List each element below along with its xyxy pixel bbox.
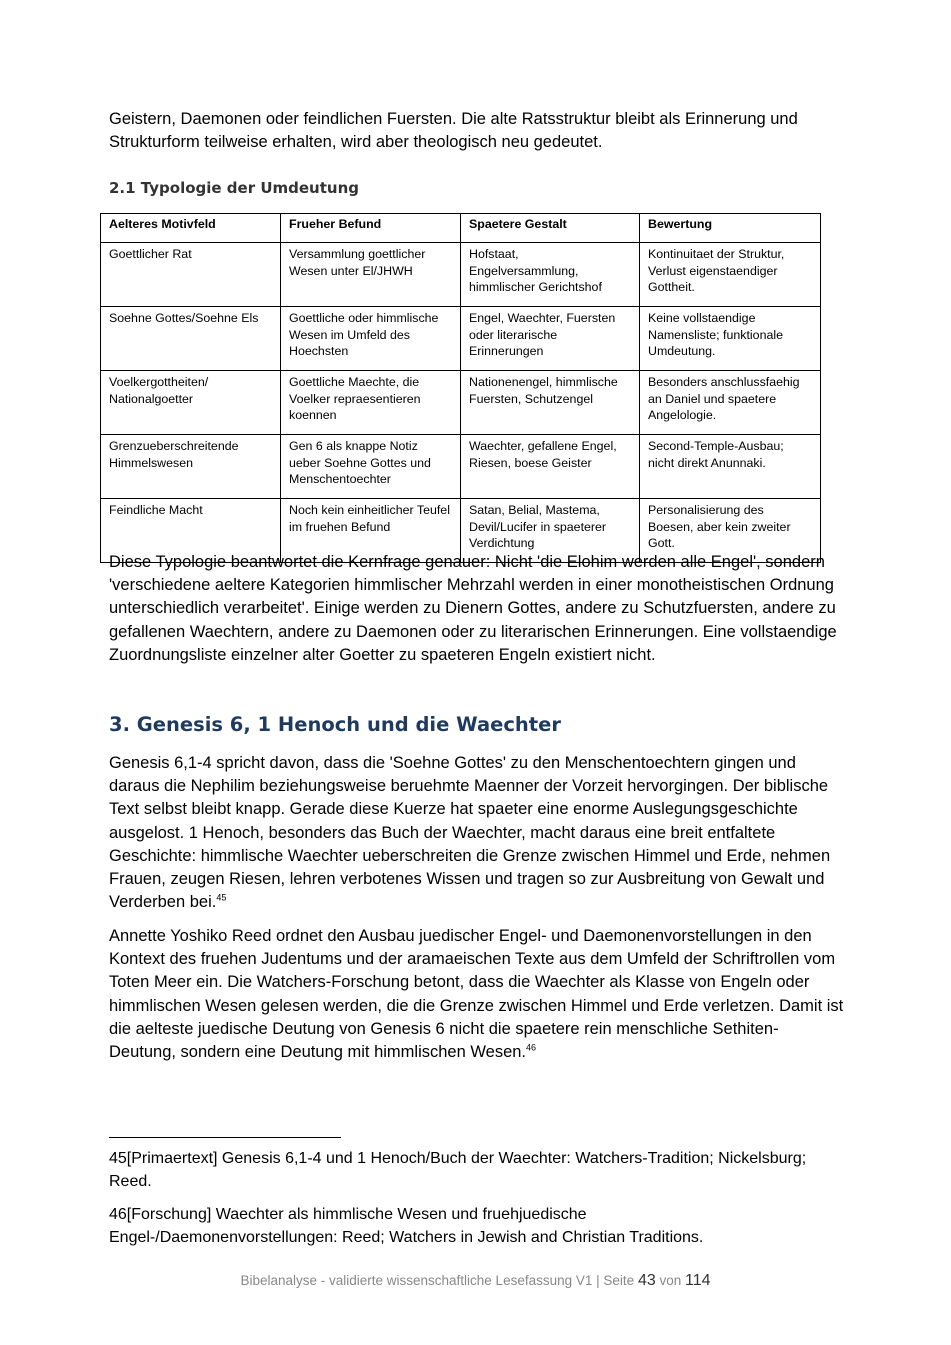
reed-paragraph [109, 925, 844, 1064]
table-cell: Noch kein einheitlicher Teufel im fruehen Befund [281, 499, 461, 563]
table-cell: Nationenengel, himmlische Fuersten, Schutzengel [461, 371, 640, 435]
page-footer [0, 1272, 951, 1290]
table-cell: Besonders anschlussfaehig an Daniel und spaetere Angelologie. [640, 371, 821, 435]
table-cell: Goettliche oder himmlische Wesen im Umfeld des Hoechsten [281, 307, 461, 371]
footnote-45: 45[Primaertext] Genesis 6,1-4 und 1 Henoch/Buch der Waechter: Watchers-Tradition; Nickelsburg; Reed. [109, 1150, 807, 1190]
footnote-marker[interactable]: 46 [526, 1042, 537, 1053]
table-row [101, 243, 821, 307]
paragraph-text: Annette Yoshiko Reed ordnet den Ausbau juedischer Engel- und Daemonenvorstellungen in den Kontext des fruehen Judentums und der aramaeischen Texte aus dem Umfeld der Schriftrollen vom Toten Meer ein. Die Watchers-Forschung betont, dass die Waechter als Klasse von Engeln oder himmlischen Wesen gelesen werden, die die Grenze zwischen Himmel und Erde verletzen. Damit ist die aelteste juedische Deutung von Genesis 6 nicht die spaetere rein menschliche Sethiten-Deutung, sondern eine Deutung mit himmlischen Wesen. [109, 927, 844, 1062]
table-cell: Goettliche Maechte, die Voelker repraesentieren koennen [281, 371, 461, 435]
footnote-marker[interactable]: 45 [216, 892, 227, 903]
table-cell: Hofstaat, Engelversammlung, himmlischer Gerichtshof [461, 243, 640, 307]
table-cell: Engel, Waechter, Fuersten oder literarische Erinnerungen [461, 307, 640, 371]
typology-conclusion-paragraph: Diese Typologie beantwortet die Kernfrage genauer: Nicht 'die Elohim werden alle Engel', sondern 'verschiedene aeltere Kategorien himmlischer Mehrzahl werden in einer monotheistischen Ordnung unterschiedlich verarbeitet'. Einige werden zu Dienern Gottes, andere zu Schutzfuersten, andere zu gefallenen Waechtern, andere zu Daemonen oder zu literarischen Erinnerungen. Eine vollstaendige Zuordnungsliste einzelner alter Goetter zu spaeteren Engeln existiert nicht. [109, 553, 837, 664]
table-cell: Goettlicher Rat [101, 243, 281, 307]
footer-von: von [659, 1273, 682, 1288]
intro-paragraph: Geistern, Daemonen oder feindlichen Fuersten. Die alte Ratsstruktur bleibt als Erinnerung und Strukturform teilweise erhalten, wird aber theologisch neu gedeutet. [109, 110, 798, 152]
table-cell: Satan, Belial, Mastema, Devil/Lucifer in spaeterer Verdichtung [461, 499, 640, 563]
section-heading: 3. Genesis 6, 1 Henoch und die Waechter [109, 713, 561, 736]
table-cell: Feindliche Macht [101, 499, 281, 563]
table-cell: Soehne Gottes/Soehne Els [101, 307, 281, 371]
table-cell: Grenzueberschreitende Himmelswesen [101, 435, 281, 499]
table-cell: Personalisierung des Boesen, aber kein zweiter Gott. [640, 499, 821, 563]
table-row [101, 371, 821, 435]
column-header: Bewertung [640, 214, 821, 243]
table-cell: Versammlung goettlicher Wesen unter El/JHWH [281, 243, 461, 307]
column-header: Aelteres Motivfeld [101, 214, 281, 243]
table-cell: Waechter, gefallene Engel, Riesen, boese Geister [461, 435, 640, 499]
current-page-number: 43 [637, 1272, 656, 1289]
table-header-row [101, 214, 821, 243]
footnote-46: 46[Forschung] Waechter als himmlische Wesen und fruehjuedische Engel-/Daemonenvorstellungen: Reed; Watchers in Jewish and Christian Traditions. [109, 1206, 704, 1246]
typology-table [100, 213, 821, 563]
table-row [101, 435, 821, 499]
table-row [101, 307, 821, 371]
table-cell: Kontinuitaet der Struktur, Verlust eigenstaendiger Gottheit. [640, 243, 821, 307]
total-page-count: 114 [685, 1272, 711, 1289]
column-header: Spaetere Gestalt [461, 214, 640, 243]
subsection-heading: 2.1 Typologie der Umdeutung [109, 179, 359, 197]
table-cell: Second-Temple-Ausbau; nicht direkt Anunnaki. [640, 435, 821, 499]
paragraph-text: Genesis 6,1-4 spricht davon, dass die 'Soehne Gottes' zu den Menschentoechtern gingen und daraus die Nephilim beziehungsweise beruehmte Maenner der Vorzeit hervorgingen. Der biblische Text selbst bleibt knapp. Gerade diese Kuerze hat spaeter eine enorme Auslegungsgeschichte ausgelost. 1 Henoch, besonders das Buch der Waechter, macht daraus eine breit entfaltete Geschichte: himmlische Waechter ueberschreiten die Grenze zwischen Himmel und Erde, nehmen Frauen, zeugen Riesen, lehren verbotenes Wissen und tragen so zur Ausbreitung von Gewalt und Verderben bei. [109, 754, 831, 912]
table-cell: Keine vollstaendige Namensliste; funktionale Umdeutung. [640, 307, 821, 371]
table-cell: Voelkergottheiten/ Nationalgoetter [101, 371, 281, 435]
genesis-paragraph [109, 752, 849, 914]
table-cell: Gen 6 als knappe Notiz ueber Soehne Gottes und Menschentoechter [281, 435, 461, 499]
footnote-separator [109, 1137, 341, 1138]
footer-text: Bibelanalyse - validierte wissenschaftliche Lesefassung V1 | Seite [240, 1273, 635, 1288]
column-header: Frueher Befund [281, 214, 461, 243]
